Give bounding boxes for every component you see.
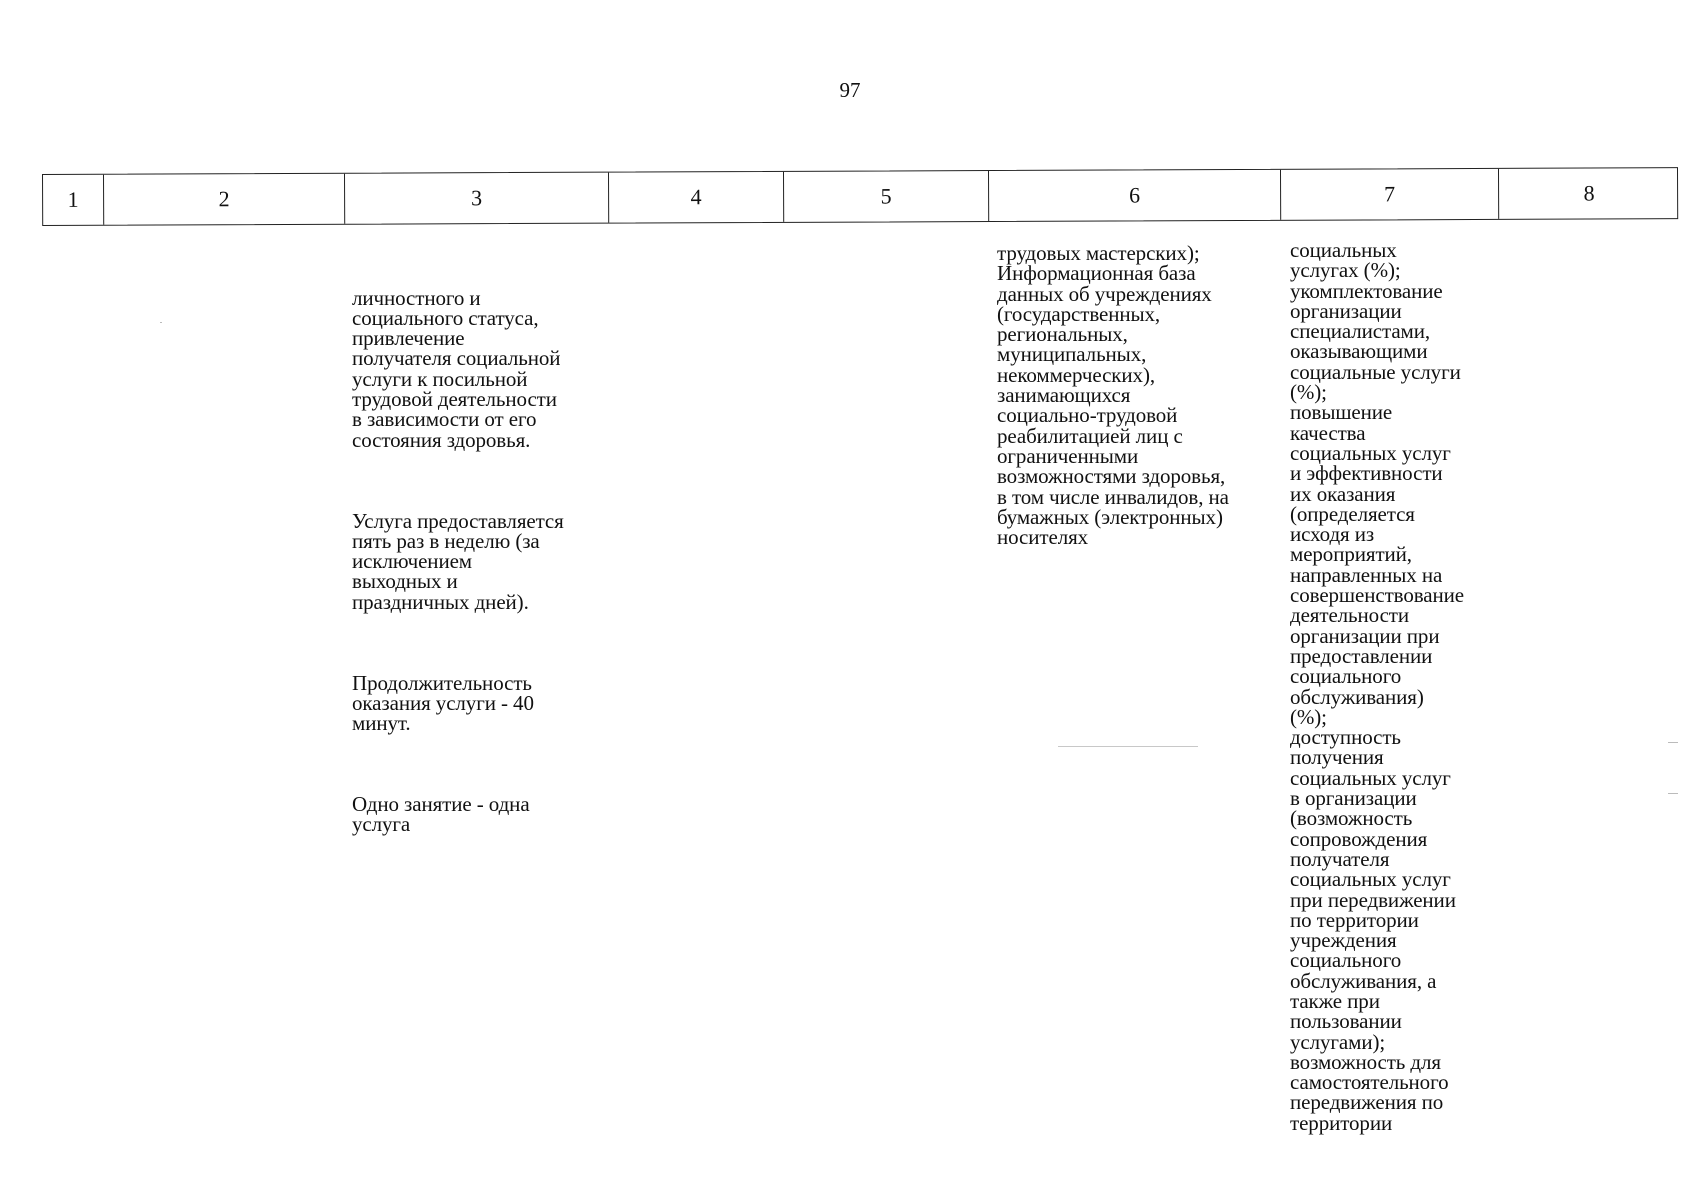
table-header-row (42, 167, 1678, 226)
table-header-cell-7: 7 (1281, 169, 1499, 220)
table-header-cell-8: 8 (1583, 180, 1595, 206)
table-header-cell-5: 5 (784, 171, 989, 222)
column-6-cell: трудовых мастерских); Информационная база данных об учреждениях (государственных, региональных, муниципальных, некоммерческих), занимающихся социально-трудовой реабилитацией лиц с ограниченными возможностями здоровья, в том числе инвалидов, на бумажных (электронных) носителях (997, 241, 1229, 550)
column-3-paragraph-4: Одно занятие - одна услуга (352, 792, 530, 837)
table-header-cell-2: 2 (104, 174, 345, 225)
column-3-cell (352, 247, 564, 855)
page-number: 97 (839, 78, 861, 102)
scan-speck (1058, 746, 1198, 747)
scan-speck (160, 322, 162, 323)
column-3-paragraph-3: Продолжительность оказания услуги - 40 минут. (352, 670, 534, 736)
column-3-paragraph-1: личностного и социального статуса, привлечение получателя социальной услуги к посильной трудовой деятельности в зависимости от его состояния здоровья. (352, 285, 561, 452)
scan-speck (1668, 742, 1678, 743)
table-header-cell-1: 1 (43, 175, 104, 225)
column-7-cell: социальных услугах (%); укомплектование организации специалистами, оказывающими социальные услуги (%); повышение качества социальных услуг и эффективности их оказания (определяется исходя из мероприятий, направленных на совершенствование деятельности организации при предоставлении социального обслуживания) (%); доступность получения социальных услуг в организации (возможность сопровождения получателя социальных услуг при передвижении по территории учреждения социального обслуживания, а также при пользовании услугами); возможность для самостоятельного передвижения по территории (1290, 238, 1464, 1135)
table-header-cell-3: 3 (345, 173, 609, 224)
scan-speck (1668, 793, 1678, 794)
column-3-paragraph-2: Услуга предоставляется пять раз в неделю (за исключением выходных и праздничных дней). (352, 508, 564, 614)
table-header-cell-6: 6 (989, 170, 1281, 221)
table-header-cell-4: 4 (609, 172, 784, 223)
